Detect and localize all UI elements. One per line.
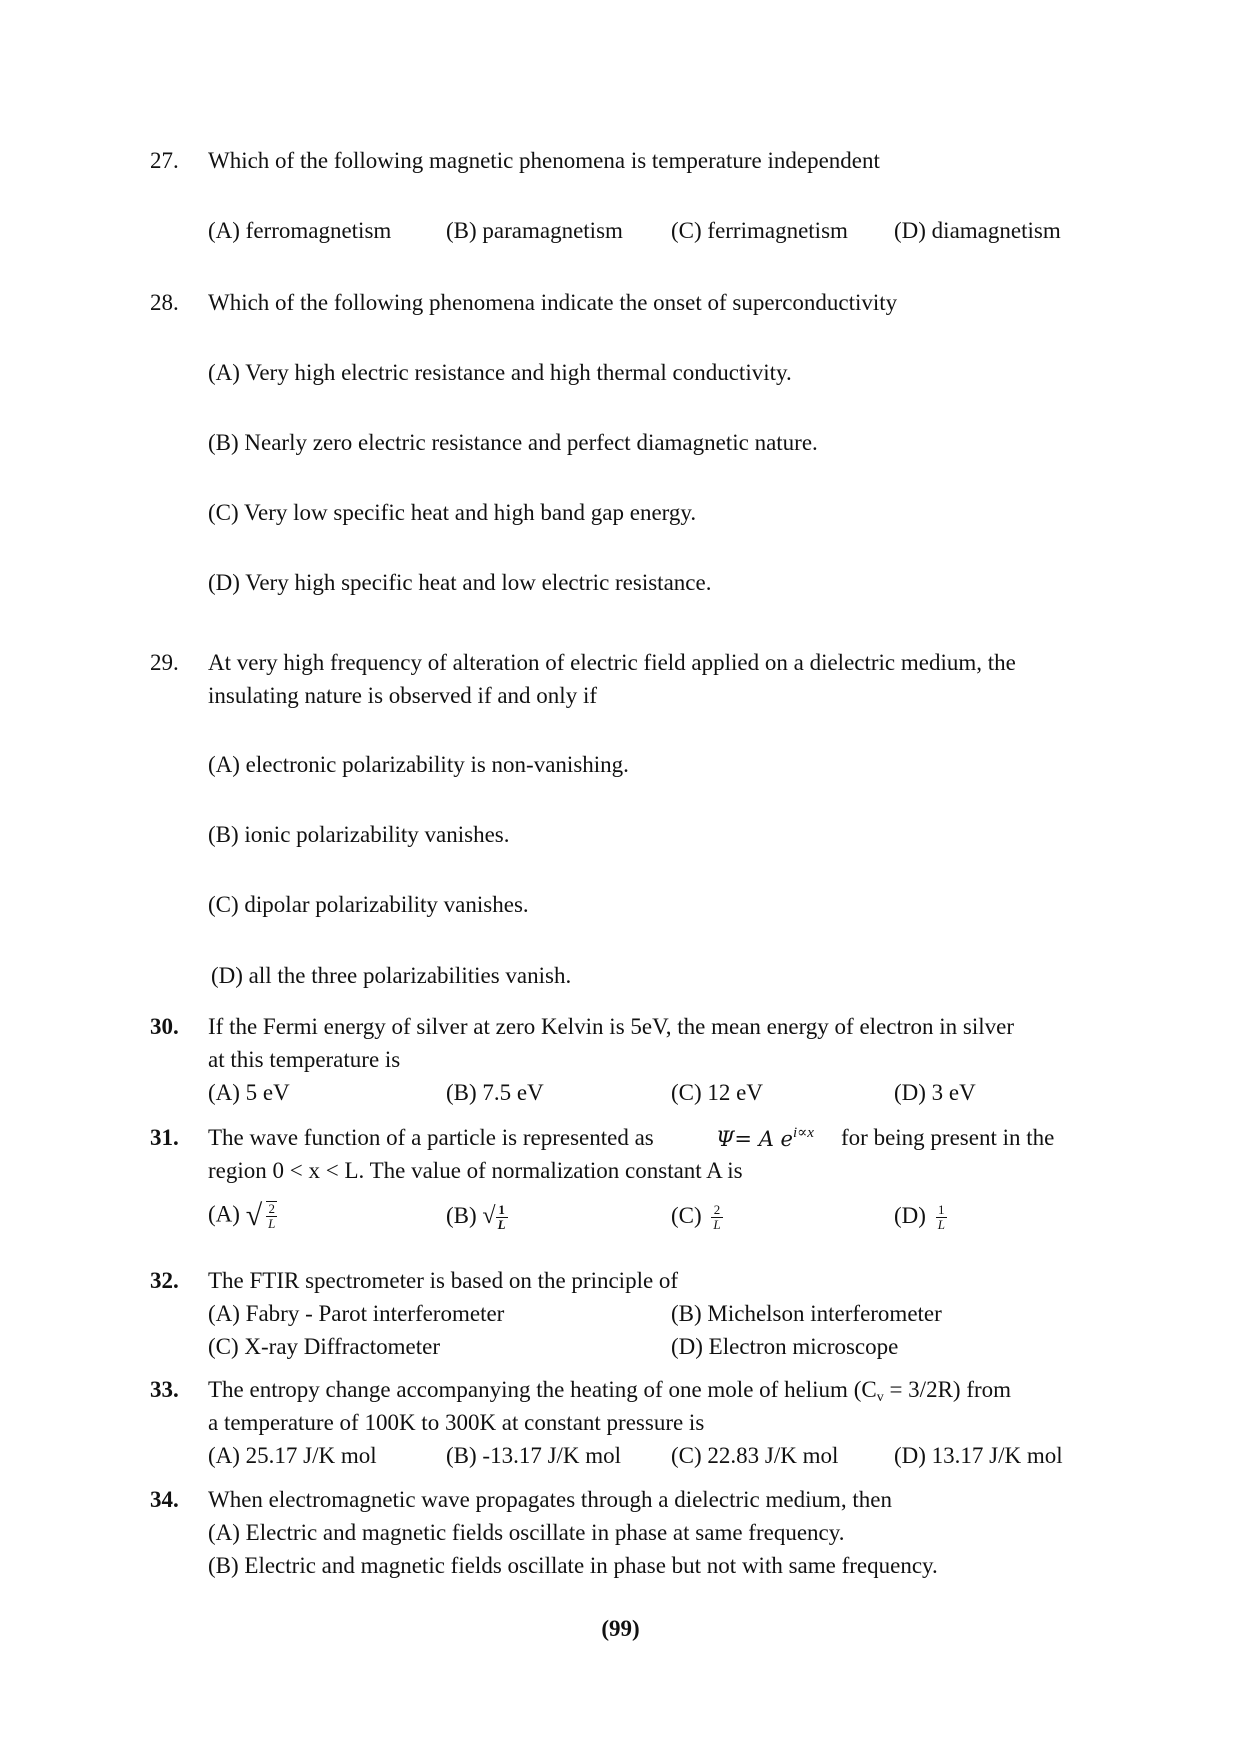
question-number: 29. [150,650,179,675]
option-label: (D) [894,1203,926,1228]
question-stem-line-2: at this temperature is [208,1047,401,1072]
option-b: (B) 7.5 eV [446,1080,544,1105]
option-label: (B) [446,1203,477,1228]
option-d: (D) all the three polarizabilities vanish. [211,963,572,988]
option-c: (C) 12 eV [671,1080,763,1105]
option-b: (B) -13.17 J/K mol [446,1443,622,1468]
option-a: (A) Fabry - Parot interferometer [208,1301,505,1326]
option-d: (D) Very high specific heat and low electric resistance. [208,570,712,595]
question-number: 27. [150,148,179,173]
question-number: 32. [150,1268,179,1293]
option-c: (C) Very low specific heat and high band gap energy. [208,500,697,525]
question-stem-line-2: insulating nature is observed if and only if [208,683,598,708]
fraction-denominator: L [937,1217,945,1233]
stem-text-end: = 3/2R) from [883,1377,1012,1402]
equation-text: = A e [734,1127,793,1151]
option-a: (A) 25.17 J/K mol [208,1443,377,1468]
fraction-numerator: 2 [711,1203,722,1218]
option-c: (C) X-ray Diffractometer [208,1334,441,1359]
option-b: (B) Electric and magnetic fields oscillate in phase but not with same frequency. [208,1553,938,1578]
option-c: (C) ferrimagnetism [671,218,848,243]
stem-text: The entropy change accompanying the heating of one mole of helium (C [208,1377,877,1402]
question-stem-line-1 [208,1377,1011,1406]
fraction-numerator: 2 [266,1202,277,1217]
exponent: i∝x [792,1125,814,1141]
question-number: 34. [150,1487,179,1512]
question-stem-line-2: a temperature of 100K to 300K at constant pressure is [208,1410,705,1435]
wave-function-equation [716,1123,814,1152]
fraction-denominator: L [268,1216,276,1231]
fraction-denominator: L [497,1217,506,1233]
question-stem: Which of the following phenomena indicate the onset of superconductivity [208,290,898,315]
option-d: (D) 13.17 J/K mol [894,1443,1063,1468]
option-b: (B) ionic polarizability vanishes. [208,822,510,847]
option-label: (A) [208,1201,240,1227]
option-a: (A) ferromagnetism [208,218,392,243]
option-b: (B) paramagnetism [446,218,623,243]
question-stem-end: for being present in the [841,1125,1055,1150]
option-a: (A) Electric and magnetic fields oscillate in phase at same frequency. [208,1520,845,1545]
fraction-denominator: L [713,1217,721,1233]
question-number: 28. [150,290,179,315]
fraction [711,1203,722,1232]
option-d: (D) Electron microscope [671,1334,899,1359]
question-stem: The FTIR spectrometer is based on the principle of [208,1268,679,1293]
option-b: (B) Michelson interferometer [671,1301,942,1326]
option-b [446,1203,508,1232]
option-c: (C) dipolar polarizability vanishes. [208,892,529,917]
option-a [208,1201,277,1231]
subscript: v [876,1390,884,1405]
sqrt-symbol: √ [482,1203,496,1229]
fraction-numerator: 1 [496,1203,508,1218]
fraction-numerator: 1 [936,1203,947,1218]
fraction [496,1203,508,1232]
psi-symbol: Ψ [716,1127,735,1151]
option-a: (A) 5 eV [208,1080,290,1105]
fraction [266,1201,277,1231]
page-number: (99) [601,1616,640,1641]
fraction [936,1203,947,1232]
question-stem-line-2: region 0 < x < L. The value of normalization constant A is [208,1158,743,1183]
option-label: (C) [671,1203,702,1228]
option-a: (A) electronic polarizability is non-vanishing. [208,752,629,777]
option-b: (B) Nearly zero electric resistance and perfect diamagnetic nature. [208,430,818,455]
option-c [671,1203,723,1232]
option-c: (C) 22.83 J/K mol [671,1443,839,1468]
option-a: (A) Very high electric resistance and high thermal conductivity. [208,360,792,385]
question-stem-line-1: At very high frequency of alteration of electric field applied on a dielectric medium, the [208,650,1016,675]
option-d: (D) diamagnetism [894,218,1061,243]
question-stem: Which of the following magnetic phenomena is temperature independent [208,148,880,173]
question-number: 31. [150,1125,179,1150]
question-number: 30. [150,1014,179,1039]
option-d [894,1203,947,1232]
question-stem: When electromagnetic wave propagates through a dielectric medium, then [208,1487,892,1512]
option-d: (D) 3 eV [894,1080,976,1105]
question-stem-line-1: If the Fermi energy of silver at zero Kelvin is 5eV, the mean energy of electron in silver [208,1014,1015,1039]
question-number: 33. [150,1377,179,1402]
question-stem-start: The wave function of a particle is represented as [208,1125,654,1150]
sqrt-symbol: √ [245,1199,263,1232]
